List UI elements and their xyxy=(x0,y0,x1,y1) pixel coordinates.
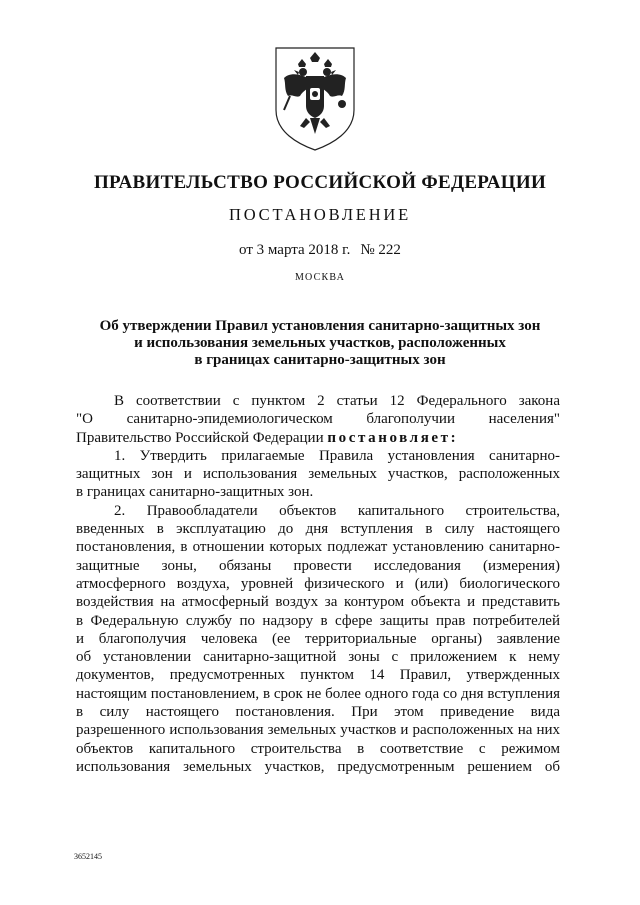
body-line: использования земельных участков, предусмотренным решением об xyxy=(76,758,560,775)
document-date: от 3 марта 2018 г. xyxy=(239,242,351,258)
body-line: "О санитарно-эпидемиологическом благополучии населения" xyxy=(76,411,560,428)
body-line: в Федеральную службу по надзору в сфере защиты прав потребителей xyxy=(76,612,560,629)
heading-line: в границах санитарно-защитных зон xyxy=(194,352,446,368)
body-line: в границах санитарно-защитных зон. xyxy=(76,484,314,501)
heading-line: Об утверждении Правил установления санитарно-защитных зон xyxy=(99,318,541,334)
coat-of-arms-icon xyxy=(270,44,360,152)
body-line: постановления, в отношении которых подлежат установлению санитарно- xyxy=(76,539,560,556)
body-line: и благополучия человека (ее территориальные органы) заявление xyxy=(76,630,560,647)
body-line: 2. Правообладатели объектов капитального строительства, xyxy=(114,502,560,519)
document-body xyxy=(76,392,560,776)
body-line: документов, предусмотренных пунктом 14 Правил, утвержденных xyxy=(76,667,560,684)
document-type: ПОСТАНОВЛЕНИЕ xyxy=(229,205,411,224)
body-line: В соответствии с пунктом 2 статьи 12 Федерального закона xyxy=(114,393,560,409)
body-line: об установлении санитарно-защитной зоны с приложением к нему xyxy=(76,649,560,666)
body-line: разрешенного использования земельных участков и расположенных на них xyxy=(76,722,560,739)
body-line: 1. Утвердить прилагаемые Правила установления санитарно- xyxy=(114,447,560,464)
government-title: ПРАВИТЕЛЬСТВО РОССИЙСКОЙ ФЕДЕРАЦИИ xyxy=(93,172,547,193)
body-line: защитных зон и использования земельных участков, расположенных xyxy=(76,466,560,483)
body-line: воздействия на атмосферный воздух за контуром объекта и представить xyxy=(76,594,560,611)
date-line xyxy=(0,242,640,259)
city: МОСКВА xyxy=(294,272,346,283)
document-code: 3652145 xyxy=(74,852,102,861)
document-number: № 222 xyxy=(360,242,401,258)
body-text: Правительство Российской Федерации xyxy=(76,429,324,446)
document-heading xyxy=(0,318,640,369)
body-line: атмосферного воздуха, уровней физического и (или) биологического xyxy=(76,575,560,592)
resolution-verb: постановляет: xyxy=(327,429,459,446)
body-line: объектов капитального строительства в соответствие с режимом xyxy=(76,740,560,757)
body-line: в силу настоящего постановления. При этом приведение вида xyxy=(76,704,560,721)
body-line: введенных в эксплуатацию до дня вступления в силу настоящего xyxy=(76,521,560,538)
heading-line: и использования земельных участков, расположенных xyxy=(134,335,506,351)
body-line: настоящим постановлением, в срок не более одного года со дня вступления xyxy=(76,685,560,702)
body-line: защитные зоны, обязаны провести исследования (измерения) xyxy=(76,557,560,574)
body-line xyxy=(76,429,560,447)
